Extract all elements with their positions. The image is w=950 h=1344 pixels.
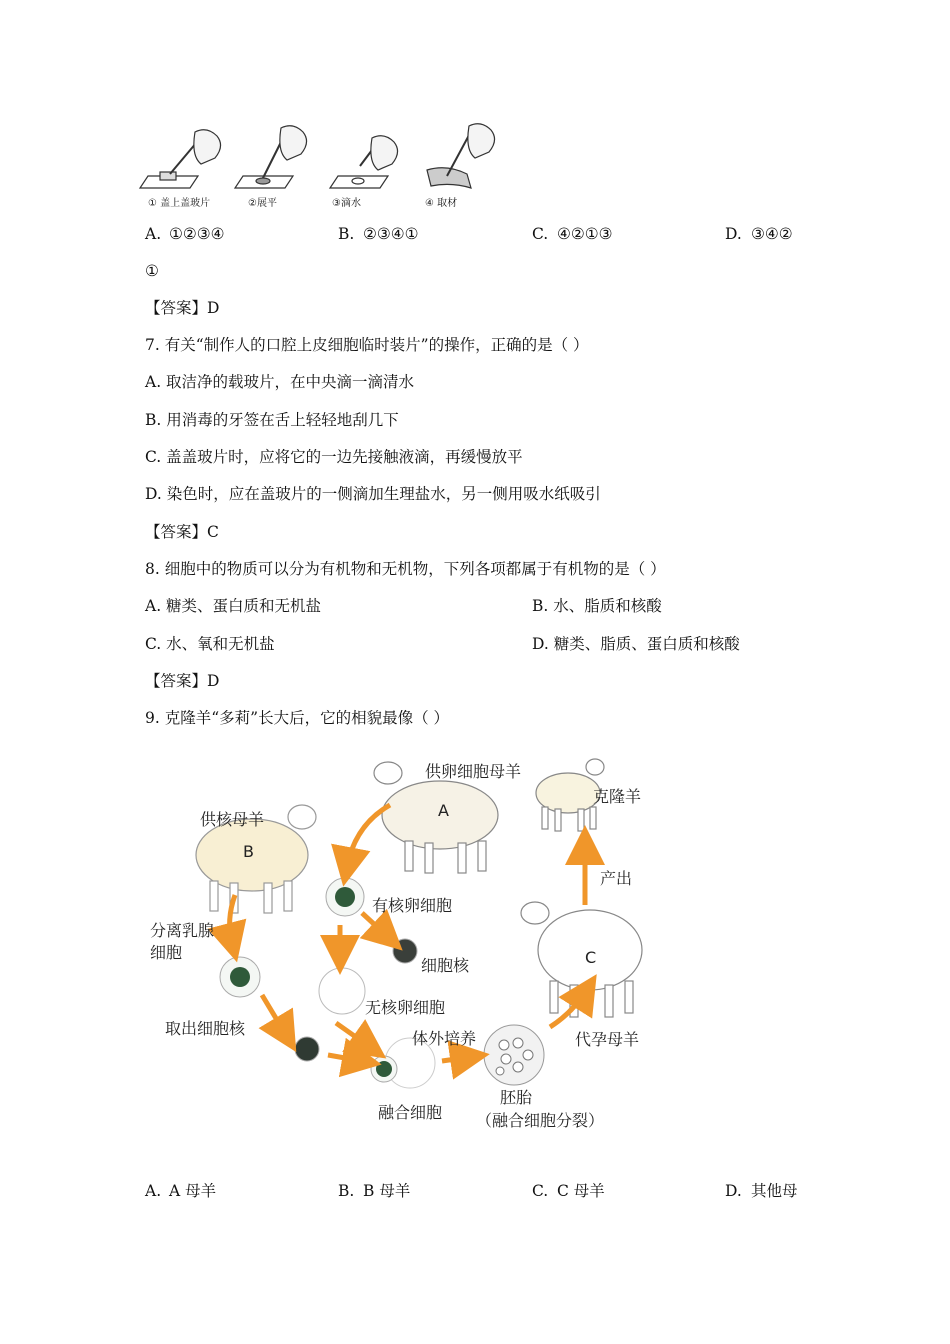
label-egg-donor: 供卵细胞母羊 bbox=[425, 762, 522, 781]
q7-answer: 【答案】C bbox=[145, 523, 219, 541]
label-nucleus-donor: 供核母羊 bbox=[200, 810, 265, 829]
q8-option-a: A. 糖类、蛋白质和无机盐 bbox=[145, 597, 322, 615]
step-take-material-figure bbox=[427, 124, 495, 188]
q7-option-a: A. 取洁净的载玻片，在中央滴一滴清水 bbox=[145, 373, 415, 391]
q9-option-a-letter: A. bbox=[145, 1182, 162, 1200]
step-caption-1: ① 盖上盖玻片 bbox=[148, 198, 211, 209]
q7-stem: 7. 有关“制作人的口腔上皮细胞临时装片”的操作，正确的是（ ） bbox=[145, 336, 589, 354]
label-nucleated-egg: 有核卵细胞 bbox=[372, 896, 453, 915]
step-spread-figure bbox=[235, 126, 307, 188]
nucleated-egg-figure bbox=[326, 878, 364, 916]
slide-steps-illustration bbox=[140, 118, 510, 198]
q8-stem: 8. 细胞中的物质可以分为有机物和无机物，下列各项都属于有机物的是（ ） bbox=[145, 560, 666, 578]
q8-option-b: B. 水、脂质和核酸 bbox=[532, 597, 662, 615]
q7-option-b: B. 用消毒的牙签在舌上轻轻地刮几下 bbox=[145, 411, 399, 429]
q6-option-c-letter: C. bbox=[532, 225, 549, 243]
q6-option-b: ②③④① bbox=[363, 225, 419, 243]
cloning-diagram bbox=[140, 745, 660, 1145]
q9-option-c: C 母羊 bbox=[557, 1182, 605, 1200]
q9-option-a: A 母羊 bbox=[169, 1182, 217, 1200]
label-clone: 克隆羊 bbox=[593, 787, 642, 806]
q8-option-c: C. 水、氧和无机盐 bbox=[145, 635, 275, 653]
step-caption-3: ③滴水 bbox=[332, 198, 361, 209]
enucleated-egg-figure bbox=[319, 968, 365, 1014]
label-surrogate: 代孕母羊 bbox=[575, 1030, 640, 1049]
label-produce: 产出 bbox=[600, 869, 633, 888]
q8-answer: 【答案】D bbox=[145, 672, 220, 690]
step-cover-slip-figure bbox=[140, 130, 221, 188]
step-drop-water-figure bbox=[330, 136, 398, 188]
q6-option-c: ④②①③ bbox=[557, 225, 613, 243]
q8-option-d: D. 糖类、脂质、蛋白质和核酸 bbox=[532, 635, 740, 653]
nucleus-figure bbox=[393, 939, 417, 963]
step-caption-2: ②展平 bbox=[248, 198, 277, 209]
q6-option-a: ①②③④ bbox=[169, 225, 225, 243]
label-embryo: 胚胎 bbox=[500, 1088, 533, 1107]
q6-option-d-continued: ① bbox=[145, 262, 159, 280]
label-embryo-note: （融合细胞分裂） bbox=[476, 1111, 605, 1130]
q7-option-d: D. 染色时，应在盖玻片的一侧滴加生理盐水，另一侧用吸水纸吸引 bbox=[145, 485, 601, 503]
step-caption-4: ④ 取材 bbox=[425, 198, 458, 209]
label-separate-line2: 细胞 bbox=[150, 943, 183, 962]
q9-option-b: B 母羊 bbox=[363, 1182, 411, 1200]
q6-option-b-letter: B. bbox=[338, 225, 355, 243]
label-sheep-c: C bbox=[585, 948, 597, 967]
mammary-cell-figure bbox=[220, 957, 260, 997]
q9-option-b-letter: B. bbox=[338, 1182, 355, 1200]
label-sheep-a: A bbox=[438, 801, 449, 820]
q9-option-d: 其他母 bbox=[751, 1182, 798, 1200]
label-nucleus: 细胞核 bbox=[421, 956, 470, 975]
embryo-figure bbox=[484, 1025, 544, 1085]
label-take-nucleus: 取出细胞核 bbox=[165, 1019, 246, 1038]
q6-option-d: ③④② bbox=[751, 225, 793, 243]
label-fused-cell: 融合细胞 bbox=[378, 1103, 443, 1122]
q6-option-d-letter: D. bbox=[725, 225, 742, 243]
extracted-nucleus-figure bbox=[295, 1037, 319, 1061]
q6-answer: 【答案】D bbox=[145, 299, 220, 317]
q7-option-c: C. 盖盖玻片时，应将它的一边先接触液滴，再缓慢放平 bbox=[145, 448, 523, 466]
q9-stem: 9. 克隆羊“多莉”长大后，它的相貌最像（ ） bbox=[145, 709, 449, 727]
label-enucleated-egg: 无核卵细胞 bbox=[365, 998, 446, 1017]
label-sheep-b: B bbox=[243, 842, 254, 861]
q9-option-c-letter: C. bbox=[532, 1182, 549, 1200]
q9-option-d-letter: D. bbox=[725, 1182, 742, 1200]
q6-option-a-letter: A. bbox=[145, 225, 162, 243]
label-culture: 体外培养 bbox=[412, 1029, 477, 1048]
label-separate-line1: 分离乳腺 bbox=[150, 921, 215, 940]
